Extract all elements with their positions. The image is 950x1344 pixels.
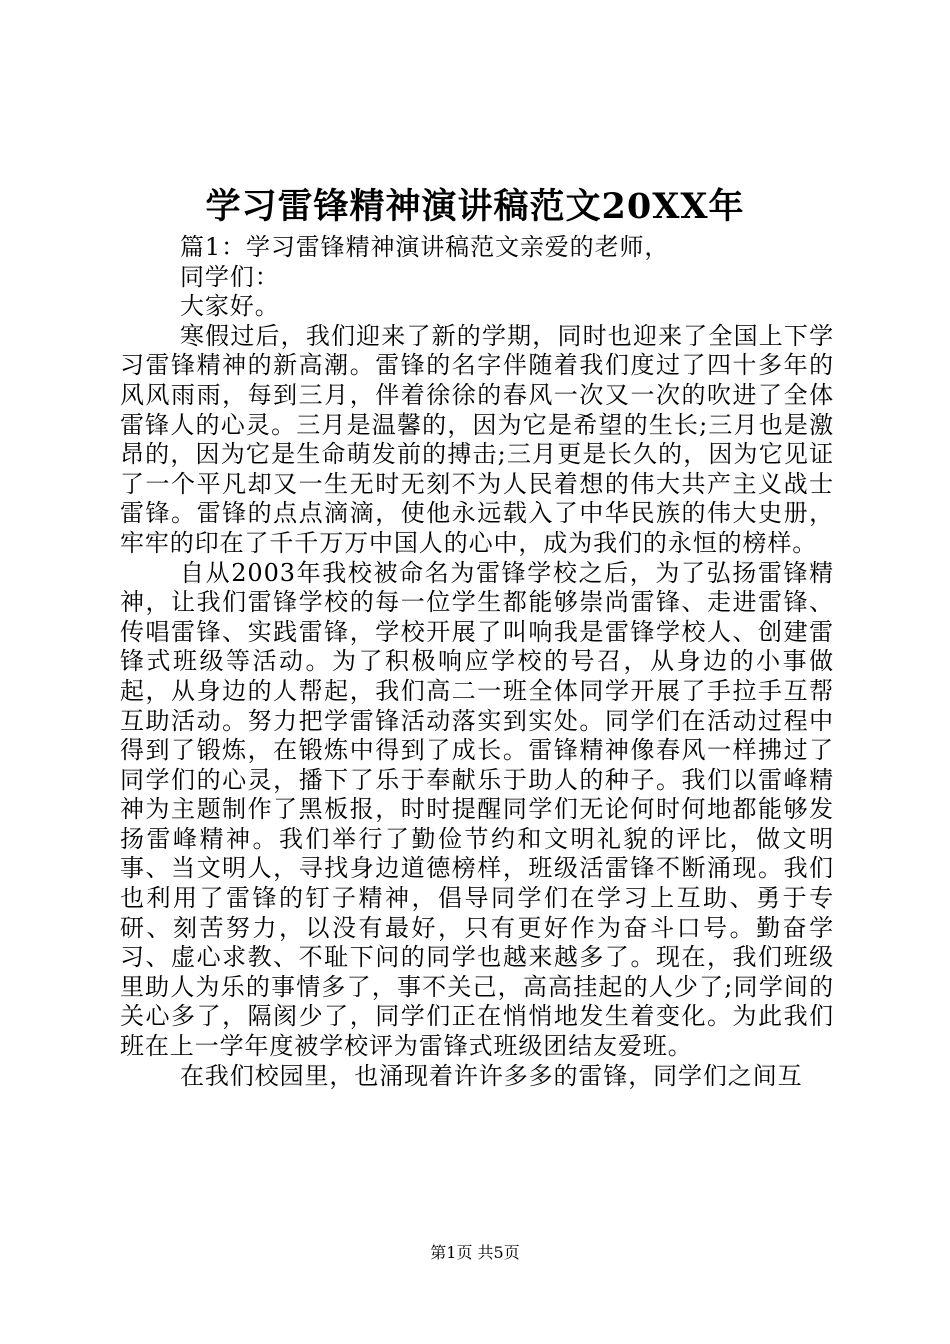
- paragraph-heading: 篇1：学习雷锋精神演讲稿范文亲爱的老师，: [180, 233, 670, 261]
- paragraph-campus: 在我们校园里，也涌现着许许多多的雷锋，同学们之间互: [180, 1061, 803, 1090]
- page-number: 第1页 共5页: [430, 1243, 520, 1262]
- paragraph-school-activities: 自从2003年我校被命名为雷锋学校之后，为了弘扬雷锋精神，让我们雷锋学校的每一位学生都能够崇尚雷锋、走进雷锋、传唱雷锋、实践雷锋，学校开展了叫响我是雷锋学校人、创建雷锋式班级等活动。为了积极响应学校的号召，从身边的小事做起，从身边的人帮起，我们高二一班全体同学开展了手拉手互帮互助活动。努力把学雷锋活动落实到实处。同学们在活动过程中得到了锻炼，在锻炼中得到了成长。雷锋精神像春风一样拂过了同学们的心灵，播下了乐于奉献乐于助人的种子。我们以雷峰精神为主题制作了黑板报，时时提醒同学们无论何时何地都能够发扬雷峰精神。我们举行了勤俭节约和文明礼貌的评比，做文明事、当文明人，寻找身边道德榜样，班级活雷锋不断涌现。我们也利用了雷锋的钉子精神，倡导同学们在学习上互助、勇于专研、刻苦努力，以没有最好，只有更好作为奋斗口号。勤奋学习、虚心求教、不耻下问的同学也越来越多了。现在，我们班级里助人为乐的事情多了，事不关己，高高挂起的人少了;同学间的关心多了，隔阂少了，同学们正在悄悄地发生着变化。为此我们班在上一学年度被学校评为雷锋式班级团结友爱班。: [120, 558, 834, 1061]
- paragraph-greeting-all: 大家好。: [180, 292, 280, 321]
- paragraph-intro: 寒假过后，我们迎来了新的学期，同时也迎来了全国上下学习雷锋精神的新高潮。雷锋的名字伴随着我们度过了四十多年的风风雨雨，每到三月，伴着徐徐的春风一次又一次的吹进了全体雷锋人的心灵。三月是温馨的，因为它是希望的生长;三月也是激昂的，因为它是生命萌发前的搏击;三月更是长久的，因为它见证了一个平凡却又一生无时无刻不为人民着想的伟大共产主义战士雷锋。雷锋的点点滴滴，使他永远载入了中华民族的伟大史册，牢牢的印在了千千万万中国人的心中，成为我们的永恒的榜样。: [120, 321, 834, 557]
- document-body: [120, 233, 834, 1091]
- paragraph-greeting-classmates: 同学们：: [180, 262, 280, 291]
- document-title: 学习雷锋精神演讲稿范文20XX年: [205, 186, 745, 227]
